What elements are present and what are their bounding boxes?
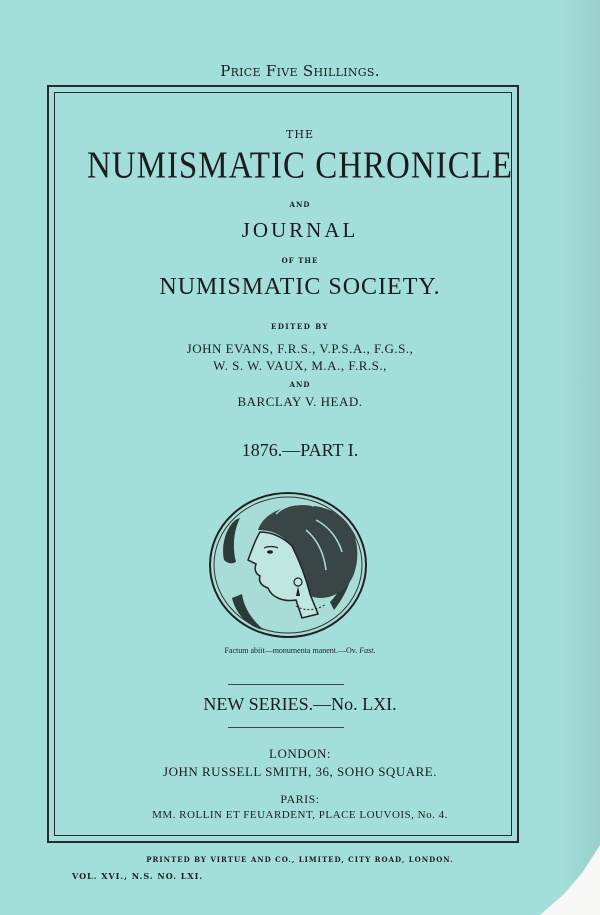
and-label-2: AND	[289, 380, 311, 389]
volume-line: VOL. XVI., N.S. NO. LXI.	[72, 871, 204, 881]
main-title: NUMISMATIC CHRONICLE	[86, 145, 514, 187]
society-title: NUMISMATIC SOCIETY.	[159, 274, 441, 300]
paris-publisher: MM. ROLLIN ET FEUARDENT, PLACE LOUVOIS, No. 4.	[152, 809, 448, 821]
printer-line: PRINTED BY VIRTUE AND CO., LIMITED, CITY ROAD, LONDON.	[146, 855, 454, 864]
divider-rule	[228, 684, 344, 685]
editor-line: W. S. W. VAUX, M.A., F.R.S.,	[213, 358, 387, 373]
price-line: Price Five Shillings.	[220, 62, 380, 80]
series-number: NEW SERIES.—No. LXI.	[203, 694, 397, 714]
journal-title: JOURNAL	[241, 218, 359, 242]
edited-by-label: EDITED BY	[270, 322, 330, 331]
of-the-label: OF THE	[281, 256, 319, 265]
editor-line: BARCLAY V. HEAD.	[237, 394, 363, 409]
motto-line	[0, 646, 600, 655]
paris-label: PARIS:	[280, 792, 320, 806]
london-label: LONDON:	[269, 746, 331, 761]
editor-line: JOHN EVANS, F.R.S., V.P.S.A., F.G.S.,	[186, 341, 414, 356]
motto-text: Factum abiit—monumenta manent.—Ov.	[224, 646, 358, 655]
motto-source: Fast.	[359, 646, 376, 655]
and-label-1: AND	[289, 200, 311, 209]
divider-rule	[228, 727, 344, 728]
london-publisher: JOHN RUSSELL SMITH, 36, SOHO SQUARE.	[163, 764, 437, 779]
coin-portrait-icon	[206, 490, 370, 640]
the-label: THE	[286, 128, 314, 141]
year-part: 1876.—PART I.	[241, 440, 359, 460]
